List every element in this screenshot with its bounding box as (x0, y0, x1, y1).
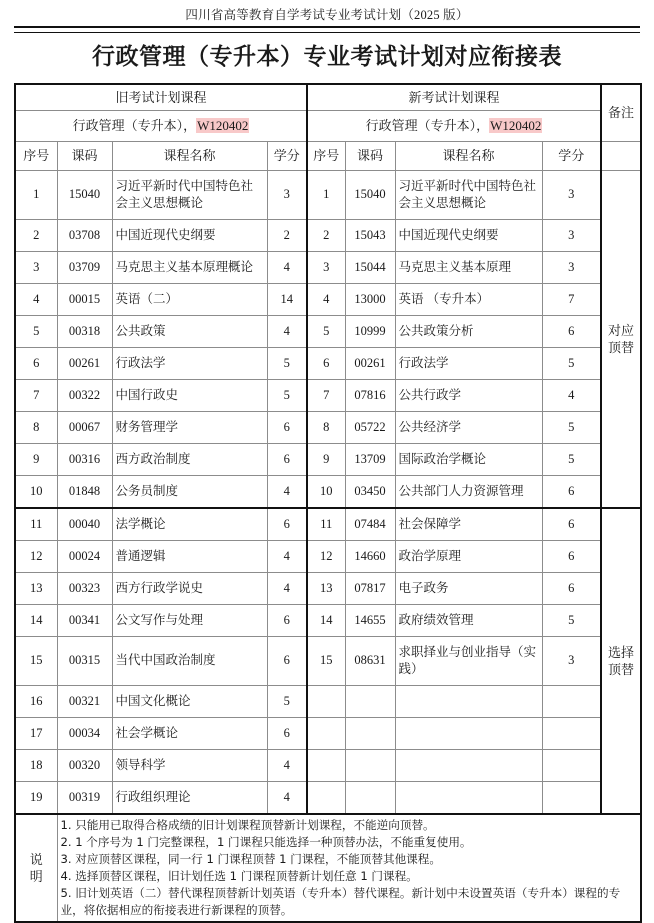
cell-old-code: 00261 (57, 347, 112, 379)
cell-new-name: 政府绩效管理 (395, 604, 542, 636)
cell-old-no: 9 (15, 443, 57, 475)
page-title: 行政管理（专升本）专业考试计划对应衔接表 (92, 44, 562, 69)
cell-new-no (307, 749, 345, 781)
cell-new-name: 求职择业与创业指导（实践） (395, 636, 542, 685)
cell-old-code: 01848 (57, 475, 112, 508)
table-group-header-row (15, 84, 641, 110)
cell-old-no: 13 (15, 572, 57, 604)
col-old-credit: 学分 (267, 141, 307, 170)
table-row (15, 540, 641, 572)
cell-old-name: 中国近现代史纲要 (112, 219, 267, 251)
note-item: 2. 1 个序号为 1 门完整课程，1 门课程只能选择一种顶替办法，不能重复使用。 (60, 834, 472, 849)
cell-new-name (395, 717, 542, 749)
cell-old-code: 00321 (57, 685, 112, 717)
cell-old-name: 普通逻辑 (112, 540, 267, 572)
cell-old-no: 4 (15, 283, 57, 315)
cell-new-credit: 5 (542, 604, 601, 636)
cell-old-code: 00320 (57, 749, 112, 781)
col-remark-blank (601, 141, 641, 170)
table-row (15, 411, 641, 443)
table-row (15, 508, 641, 541)
cell-old-name: 法学概论 (112, 508, 267, 541)
cell-new-credit: 4 (542, 379, 601, 411)
remark-corresponding-line1: 对应 (608, 322, 635, 338)
cell-old-code: 03709 (57, 251, 112, 283)
remark-optional-line2: 顶替 (608, 661, 635, 677)
cell-new-code: 13000 (345, 283, 395, 315)
cell-new-no: 14 (307, 604, 345, 636)
table-row (15, 283, 641, 315)
cell-new-credit: 5 (542, 443, 601, 475)
cell-new-no: 9 (307, 443, 345, 475)
running-head: 四川省高等教育自学考试专业考试计划（2025 版） (185, 8, 469, 22)
col-old-no: 序号 (15, 141, 57, 170)
cell-old-code: 00024 (57, 540, 112, 572)
cell-new-code (345, 685, 395, 717)
notes-label-line1: 说 (29, 851, 43, 867)
remark-corresponding (601, 170, 641, 508)
cell-new-credit: 3 (542, 170, 601, 219)
cell-new-name: 社会保障学 (395, 508, 542, 541)
cell-old-name: 社会学概论 (112, 717, 267, 749)
col-new-credit: 学分 (542, 141, 601, 170)
group-header-new: 新考试计划课程 (307, 84, 601, 110)
cell-new-code: 13709 (345, 443, 395, 475)
cell-new-credit: 6 (542, 315, 601, 347)
cell-new-no: 4 (307, 283, 345, 315)
cell-old-name: 行政法学 (112, 347, 267, 379)
cell-new-code: 00261 (345, 347, 395, 379)
cell-old-credit: 4 (267, 781, 307, 814)
table-row (15, 572, 641, 604)
cell-new-name: 公共部门人力资源管理 (395, 475, 542, 508)
program-old-code: W120402 (197, 118, 249, 133)
cell-new-code: 05722 (345, 411, 395, 443)
cell-old-no: 6 (15, 347, 57, 379)
program-new-cell (307, 110, 601, 141)
cell-new-credit: 6 (542, 508, 601, 541)
cell-old-credit: 4 (267, 540, 307, 572)
program-name-row (15, 110, 641, 141)
cell-new-name (395, 685, 542, 717)
cell-new-name: 行政法学 (395, 347, 542, 379)
table-row (15, 475, 641, 508)
cell-old-no: 15 (15, 636, 57, 685)
cell-old-no: 18 (15, 749, 57, 781)
cell-old-code: 00318 (57, 315, 112, 347)
cell-new-no (307, 685, 345, 717)
cell-new-credit (542, 717, 601, 749)
cell-new-no: 5 (307, 315, 345, 347)
cell-old-no: 17 (15, 717, 57, 749)
cell-old-credit: 4 (267, 749, 307, 781)
cell-old-name: 中国文化概论 (112, 685, 267, 717)
cell-old-name: 马克思主义基本原理概论 (112, 251, 267, 283)
cell-new-name: 英语 （专升本） (395, 283, 542, 315)
program-new-name: 行政管理（专升本）， (365, 118, 490, 133)
cell-old-name: 西方行政学说史 (112, 572, 267, 604)
cell-old-code: 00315 (57, 636, 112, 685)
cell-new-credit: 3 (542, 251, 601, 283)
program-old-cell (15, 110, 307, 141)
cell-new-credit: 3 (542, 636, 601, 685)
cell-old-credit: 6 (267, 604, 307, 636)
cell-old-name: 习近平新时代中国特色社会主义思想概论 (112, 170, 267, 219)
table-row (15, 781, 641, 814)
course-mapping-table (14, 83, 642, 815)
cell-new-code: 15044 (345, 251, 395, 283)
remark-column-header: 备注 (601, 84, 641, 141)
cell-new-credit: 6 (542, 572, 601, 604)
notes-label-line2: 明 (29, 868, 43, 884)
cell-new-name: 公共行政学 (395, 379, 542, 411)
table-row (15, 379, 641, 411)
table-row (15, 749, 641, 781)
cell-new-no (307, 717, 345, 749)
cell-old-no: 3 (15, 251, 57, 283)
cell-old-credit: 5 (267, 347, 307, 379)
cell-old-code: 00034 (57, 717, 112, 749)
cell-new-name: 马克思主义基本原理 (395, 251, 542, 283)
cell-old-code: 00316 (57, 443, 112, 475)
notes-row (15, 814, 641, 922)
table-row (15, 685, 641, 717)
cell-old-name: 西方政治制度 (112, 443, 267, 475)
col-new-name: 课程名称 (395, 141, 542, 170)
cell-old-name: 英语（二） (112, 283, 267, 315)
table-row (15, 251, 641, 283)
column-header-row (15, 141, 641, 170)
cell-old-credit: 6 (267, 443, 307, 475)
cell-old-no: 5 (15, 315, 57, 347)
cell-old-code: 00319 (57, 781, 112, 814)
cell-old-no: 11 (15, 508, 57, 541)
cell-new-code: 07816 (345, 379, 395, 411)
cell-new-no (307, 781, 345, 814)
cell-old-name: 公文写作与处理 (112, 604, 267, 636)
cell-old-no: 14 (15, 604, 57, 636)
cell-old-no: 10 (15, 475, 57, 508)
col-old-code: 课码 (57, 141, 112, 170)
cell-new-code: 07817 (345, 572, 395, 604)
note-item: 1. 只能用已取得合格成绩的旧计划课程顶替新计划课程，不能逆向顶替。 (60, 817, 435, 832)
cell-old-credit: 4 (267, 475, 307, 508)
table-row (15, 443, 641, 475)
cell-old-name: 公务员制度 (112, 475, 267, 508)
remark-optional (601, 508, 641, 814)
cell-new-name: 习近平新时代中国特色社会主义思想概论 (395, 170, 542, 219)
cell-old-code: 00067 (57, 411, 112, 443)
cell-old-no: 1 (15, 170, 57, 219)
table-row (15, 636, 641, 685)
cell-new-credit (542, 685, 601, 717)
table-row (15, 315, 641, 347)
cell-old-code: 00040 (57, 508, 112, 541)
cell-new-credit: 7 (542, 283, 601, 315)
table-row (15, 604, 641, 636)
table-row (15, 347, 641, 379)
remark-optional-line1: 选择 (608, 644, 635, 660)
cell-new-credit: 5 (542, 347, 601, 379)
cell-new-name: 中国近现代史纲要 (395, 219, 542, 251)
cell-new-name: 公共政策分析 (395, 315, 542, 347)
cell-old-name: 财务管理学 (112, 411, 267, 443)
cell-new-code: 14655 (345, 604, 395, 636)
cell-old-code: 15040 (57, 170, 112, 219)
cell-new-credit: 6 (542, 475, 601, 508)
cell-new-no: 13 (307, 572, 345, 604)
cell-old-credit: 6 (267, 508, 307, 541)
cell-old-credit: 2 (267, 219, 307, 251)
cell-new-code (345, 749, 395, 781)
cell-new-code: 10999 (345, 315, 395, 347)
cell-new-credit: 6 (542, 540, 601, 572)
cell-old-credit: 6 (267, 636, 307, 685)
note-item: 5. 旧计划英语（二）替代课程顶替新计划英语（专升本）替代课程。新计划中未设置英语（专升本）课程的专业，将依据相应的衔接表进行新课程的顶替。 (60, 885, 621, 917)
col-old-name: 课程名称 (112, 141, 267, 170)
cell-new-name (395, 781, 542, 814)
cell-old-credit: 3 (267, 170, 307, 219)
cell-new-name: 政治学原理 (395, 540, 542, 572)
cell-new-code: 07484 (345, 508, 395, 541)
cell-old-code: 00015 (57, 283, 112, 315)
program-old-name: 行政管理（专升本）， (72, 118, 197, 133)
header-double-rule (14, 26, 640, 33)
cell-new-no: 10 (307, 475, 345, 508)
cell-old-credit: 6 (267, 717, 307, 749)
cell-old-code: 03708 (57, 219, 112, 251)
cell-new-credit: 3 (542, 219, 601, 251)
cell-old-code: 00322 (57, 379, 112, 411)
table-row (15, 717, 641, 749)
cell-new-name: 国际政治学概论 (395, 443, 542, 475)
cell-new-credit (542, 749, 601, 781)
cell-old-name: 中国行政史 (112, 379, 267, 411)
cell-old-no: 8 (15, 411, 57, 443)
cell-old-code: 00341 (57, 604, 112, 636)
table-row (15, 219, 641, 251)
cell-old-no: 19 (15, 781, 57, 814)
cell-new-code (345, 717, 395, 749)
note-item: 4. 选择顶替区课程，旧计划任选 1 门课程顶替新计划任意 1 门课程。 (60, 868, 418, 883)
cell-new-code: 15043 (345, 219, 395, 251)
cell-old-credit: 5 (267, 685, 307, 717)
cell-new-no: 12 (307, 540, 345, 572)
cell-new-credit: 5 (542, 411, 601, 443)
cell-old-no: 7 (15, 379, 57, 411)
cell-new-no: 1 (307, 170, 345, 219)
cell-old-credit: 4 (267, 251, 307, 283)
cell-new-credit (542, 781, 601, 814)
note-item: 3. 对应顶替区课程，同一行 1 门课程顶替 1 门课程，不能顶替其他课程。 (60, 851, 441, 866)
cell-new-no: 15 (307, 636, 345, 685)
cell-new-code: 03450 (345, 475, 395, 508)
cell-old-name: 当代中国政治制度 (112, 636, 267, 685)
cell-old-no: 2 (15, 219, 57, 251)
cell-new-no: 11 (307, 508, 345, 541)
notes-table (14, 813, 642, 923)
cell-old-credit: 4 (267, 315, 307, 347)
cell-old-code: 00323 (57, 572, 112, 604)
group-header-old: 旧考试计划课程 (15, 84, 307, 110)
cell-new-name: 电子政务 (395, 572, 542, 604)
cell-old-no: 16 (15, 685, 57, 717)
cell-new-code: 15040 (345, 170, 395, 219)
cell-new-code: 14660 (345, 540, 395, 572)
cell-old-credit: 14 (267, 283, 307, 315)
notes-body-cell (57, 814, 641, 922)
cell-new-no: 3 (307, 251, 345, 283)
cell-old-name: 行政组织理论 (112, 781, 267, 814)
cell-old-credit: 4 (267, 572, 307, 604)
cell-new-code: 08631 (345, 636, 395, 685)
table-row (15, 170, 641, 219)
cell-new-no: 2 (307, 219, 345, 251)
col-new-code: 课码 (345, 141, 395, 170)
notes-label-cell (15, 814, 57, 922)
cell-old-credit: 6 (267, 411, 307, 443)
program-new-code: W120402 (490, 118, 542, 133)
remark-corresponding-line2: 顶替 (608, 339, 635, 355)
cell-old-name: 公共政策 (112, 315, 267, 347)
cell-new-no: 7 (307, 379, 345, 411)
cell-old-credit: 5 (267, 379, 307, 411)
cell-new-no: 6 (307, 347, 345, 379)
cell-new-name (395, 749, 542, 781)
cell-new-code (345, 781, 395, 814)
cell-new-name: 公共经济学 (395, 411, 542, 443)
cell-new-no: 8 (307, 411, 345, 443)
cell-old-no: 12 (15, 540, 57, 572)
cell-old-name: 领导科学 (112, 749, 267, 781)
col-new-no: 序号 (307, 141, 345, 170)
